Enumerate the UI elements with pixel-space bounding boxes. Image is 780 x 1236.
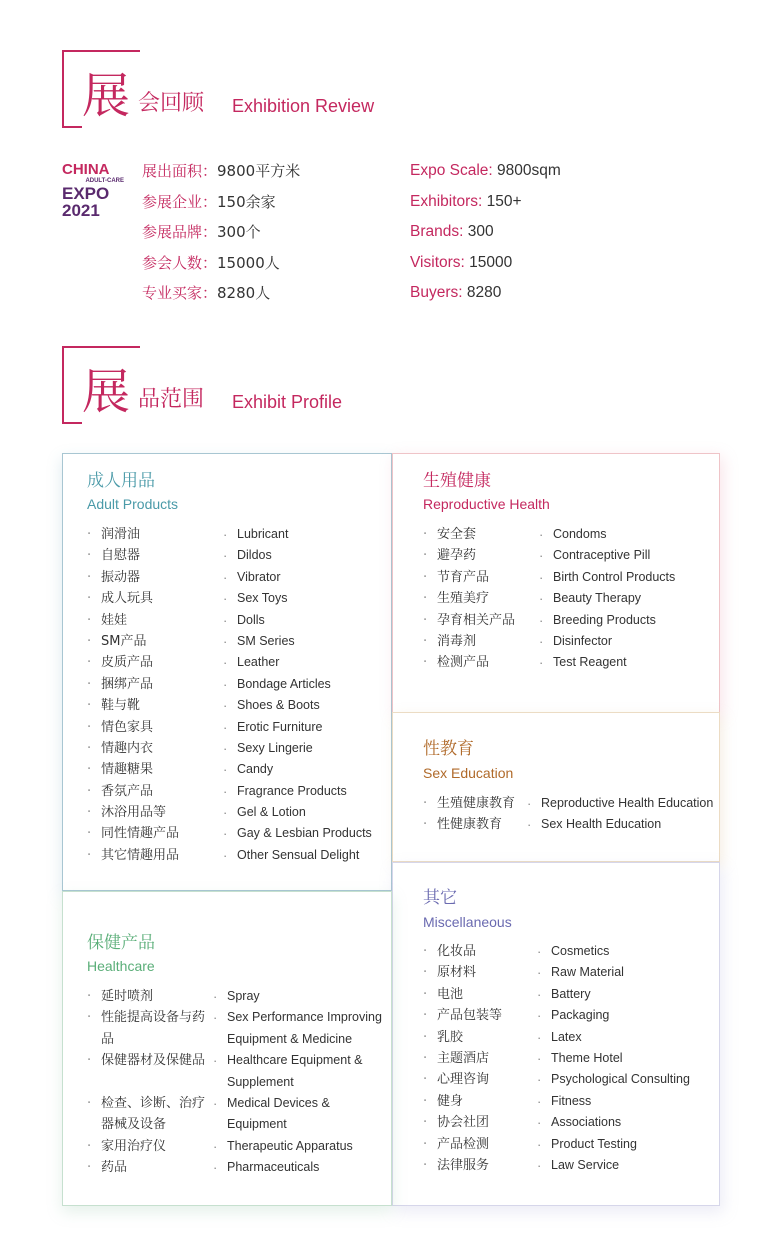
list-item: · Leather <box>223 652 388 673</box>
list-item: · Latex <box>537 1027 719 1048</box>
box-title-cn: 生殖健康 <box>423 471 491 491</box>
list-item: · 沐浴用品等 <box>87 802 217 823</box>
stat-row <box>142 191 300 222</box>
header-title-cn: 品范围 <box>138 387 205 412</box>
stat-row <box>410 160 561 191</box>
healthcare-box <box>62 891 392 1206</box>
list-item: · 性健康教育 <box>423 814 527 835</box>
stat-row <box>410 252 561 283</box>
list-item: · 性能提高设备与药品 <box>87 1007 211 1050</box>
sex-education-list-cn <box>423 793 527 836</box>
stat-label: 展出面积： <box>142 162 218 180</box>
list-item: · Dildos <box>223 545 388 566</box>
list-item: · Spray <box>213 986 389 1007</box>
list-item: · Sex Health Education <box>527 814 719 835</box>
stat-label: Exhibitors: <box>410 192 483 210</box>
list-item: · Gel & Lotion <box>223 802 388 823</box>
list-item: · 娃娃 <box>87 610 217 631</box>
list-item: · 成人玩具 <box>87 588 217 609</box>
list-item: · SM产品 <box>87 631 217 652</box>
list-item: · 产品包装等 <box>423 1005 539 1026</box>
stat-label: 专业买家： <box>142 284 218 302</box>
list-item: · Test Reagent <box>539 652 717 673</box>
list-item: · Fragrance Products <box>223 781 388 802</box>
stat-value: 15000 <box>464 253 513 271</box>
stat-value: 15000人 <box>217 253 280 272</box>
box-title-en: Reproductive Health <box>423 496 550 512</box>
logo-line-china: CHINA <box>62 161 110 178</box>
list-item: · 心理咨询 <box>423 1069 539 1090</box>
list-item: · 孕育相关产品 <box>423 610 541 631</box>
adult-products-box <box>62 453 392 891</box>
list-item: · 皮质产品 <box>87 652 217 673</box>
exhibit-profile-header <box>62 346 662 424</box>
stat-label: 参展企业： <box>142 192 218 211</box>
list-item: · 乳胶 <box>423 1027 539 1048</box>
list-item: · Medical Devices & Equipment <box>213 1093 389 1136</box>
list-item: · Psychological Consulting <box>537 1069 719 1090</box>
list-item: · 鞋与靴 <box>87 695 217 716</box>
list-item: · Reproductive Health Education <box>527 793 719 814</box>
list-item: · 同性情趣产品 <box>87 823 217 844</box>
list-item: · 主题酒店 <box>423 1048 539 1069</box>
list-item: · 检测产品 <box>423 652 541 673</box>
list-item: · Associations <box>537 1112 719 1133</box>
list-item: · 避孕药 <box>423 545 541 566</box>
stat-value: 300个 <box>217 223 261 241</box>
list-item: · 捆绑产品 <box>87 674 217 695</box>
reproductive-health-box <box>392 453 720 713</box>
list-item: · Dolls <box>223 610 388 631</box>
header-big-char: 展 <box>82 364 131 420</box>
list-item: · 原材料 <box>423 962 539 983</box>
stat-label: Expo Scale: <box>410 162 493 179</box>
reproductive-health-list-en <box>539 524 717 674</box>
box-title-cn: 其它 <box>423 888 457 908</box>
list-item: · 自慰器 <box>87 545 217 566</box>
list-item: · Cosmetics <box>537 941 719 962</box>
stat-row <box>410 221 561 252</box>
list-item: · Bondage Articles <box>223 674 388 695</box>
stat-value: 300 <box>463 223 494 240</box>
logo-line-expo: EXPO <box>62 184 110 203</box>
miscellaneous-list-cn <box>423 941 539 1176</box>
reproductive-health-list-cn <box>423 524 541 674</box>
stat-label: 参会人数： <box>142 253 218 272</box>
adult-products-list-en <box>223 524 388 866</box>
box-title-en: Miscellaneous <box>423 914 512 930</box>
list-item: · 化妆品 <box>423 941 539 962</box>
list-item: · 延时喷剂 <box>87 986 211 1007</box>
china-adult-care-expo-logo <box>62 162 124 222</box>
stat-row <box>142 252 300 283</box>
header-title-cn: 会回顾 <box>138 91 205 116</box>
list-item: · 安全套 <box>423 524 541 545</box>
stat-label: 参展品牌： <box>142 223 218 241</box>
logo-line-year: 2021 <box>62 201 100 220</box>
list-item: · 产品检测 <box>423 1134 539 1155</box>
list-item: · Breeding Products <box>539 610 717 631</box>
list-item: · 情色家具 <box>87 717 217 738</box>
stat-row <box>410 191 561 222</box>
stat-row <box>142 282 300 313</box>
miscellaneous-list-en <box>537 941 719 1176</box>
list-item: · 润滑油 <box>87 524 217 545</box>
list-item: · Vibrator <box>223 567 388 588</box>
stat-value: 9800sqm <box>492 162 561 179</box>
exhibition-review-header <box>62 50 662 128</box>
stats-chinese <box>142 160 300 313</box>
list-item: · Raw Material <box>537 962 719 983</box>
stat-row <box>410 282 561 313</box>
list-item: · Product Testing <box>537 1134 719 1155</box>
stat-label: Buyers: <box>410 284 463 301</box>
list-item: · Other Sensual Delight <box>223 845 388 866</box>
sex-education-list-en <box>527 793 719 836</box>
list-item: · Sex Performance Improving Equipment & Medicine <box>213 1007 389 1050</box>
list-item: · 生殖健康教育 <box>423 793 527 814</box>
header-title-en: Exhibit Profile <box>232 392 343 412</box>
stat-label: Visitors: <box>410 253 465 271</box>
header-title-en: Exhibition Review <box>232 96 375 116</box>
list-item: · 家用治疗仪 <box>87 1136 211 1157</box>
stat-value: 8280 <box>462 284 502 301</box>
list-item: · Disinfector <box>539 631 717 652</box>
list-item: · 情趣内衣 <box>87 738 217 759</box>
list-item: · Lubricant <box>223 524 388 545</box>
stat-row <box>142 221 300 252</box>
list-item: · 消毒剂 <box>423 631 541 652</box>
stat-row <box>142 160 300 191</box>
list-item: · 情趣糖果 <box>87 759 217 780</box>
list-item: · 电池 <box>423 984 539 1005</box>
box-title-cn: 成人用品 <box>87 471 155 491</box>
list-item: · Erotic Furniture <box>223 717 388 738</box>
list-item: · Gay & Lesbian Products <box>223 823 388 844</box>
list-item: · Sex Toys <box>223 588 388 609</box>
header-big-char: 展 <box>82 68 131 124</box>
stat-value: 150+ <box>482 192 522 210</box>
list-item: · 振动器 <box>87 567 217 588</box>
list-item: · Fitness <box>537 1091 719 1112</box>
list-item: · 香氛产品 <box>87 781 217 802</box>
box-title-en: Sex Education <box>423 765 514 781</box>
list-item: · SM Series <box>223 631 388 652</box>
list-item: · Battery <box>537 984 719 1005</box>
stats-english <box>410 160 561 313</box>
list-item: · Condoms <box>539 524 717 545</box>
list-item: · Shoes & Boots <box>223 695 388 716</box>
list-item: · 检查、诊断、治疗器械及设备 <box>87 1093 211 1136</box>
list-item: · Sexy Lingerie <box>223 738 388 759</box>
list-item: · 生殖美疗 <box>423 588 541 609</box>
list-item: · 节育产品 <box>423 567 541 588</box>
stat-value: 9800平方米 <box>217 162 301 180</box>
list-item: · Pharmaceuticals <box>213 1157 389 1178</box>
list-item: · Packaging <box>537 1005 719 1026</box>
stat-value: 150余家 <box>217 192 276 211</box>
list-item: · Candy <box>223 759 388 780</box>
list-item: · Law Service <box>537 1155 719 1176</box>
box-title-en: Adult Products <box>87 496 179 512</box>
list-item: · 协会社团 <box>423 1112 539 1133</box>
sex-education-box <box>392 712 720 862</box>
miscellaneous-box <box>392 862 720 1206</box>
stat-value: 8280人 <box>217 284 271 302</box>
healthcare-list-en <box>213 986 389 1179</box>
list-item: · 其它情趣用品 <box>87 845 217 866</box>
box-title-cn: 保健产品 <box>87 933 155 953</box>
list-item: · Contraceptive Pill <box>539 545 717 566</box>
list-item: · Theme Hotel <box>537 1048 719 1069</box>
list-item: · Therapeutic Apparatus <box>213 1136 389 1157</box>
adult-products-list-cn <box>87 524 217 866</box>
list-item: · Healthcare Equipment & Supplement <box>213 1050 389 1093</box>
box-title-en: Healthcare <box>87 958 155 974</box>
box-title-cn: 性教育 <box>423 739 474 759</box>
list-item: · 健身 <box>423 1091 539 1112</box>
stat-label: Brands: <box>410 223 464 240</box>
healthcare-list-cn <box>87 986 211 1179</box>
list-item: · 法律服务 <box>423 1155 539 1176</box>
logo-line-adult-care: ADULT-CARE <box>85 178 124 184</box>
list-item: · Birth Control Products <box>539 567 717 588</box>
list-item: · Beauty Therapy <box>539 588 717 609</box>
list-item: · 药品 <box>87 1157 211 1178</box>
list-item: · 保健器材及保健品 <box>87 1050 211 1093</box>
